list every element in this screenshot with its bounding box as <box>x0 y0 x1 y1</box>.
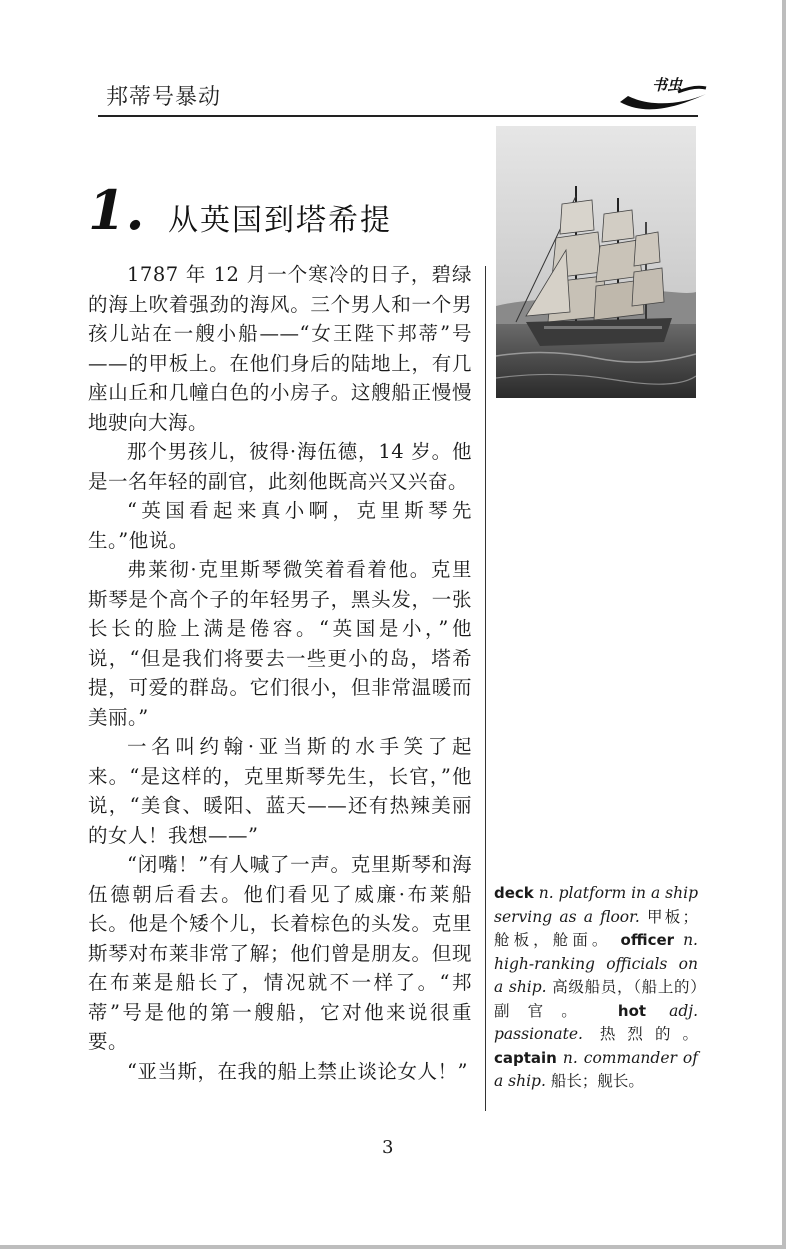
paragraph: 1787 年 12 月一个寒冷的日子，碧绿的海上吹着强劲的海风。三个男人和一个男孩儿站在一艘小船——“女王陛下邦蒂”号——的甲板上。在他们身后的陆地上，有几座山丘和几幢白色的小房子。这艘船正慢慢地驶向大海。 <box>88 263 472 434</box>
running-header-title: 邦蒂号暴动 <box>106 85 222 110</box>
series-logo <box>618 72 708 116</box>
chapter-number: 1. <box>88 178 145 242</box>
paragraph: “亚当斯，在我的船上禁止谈论女人！” <box>127 1059 468 1083</box>
body-text <box>88 260 472 1086</box>
series-logo-text: 书虫 <box>652 76 683 94</box>
glossary-word: officer <box>620 931 675 949</box>
glossary-translation: 甲板；舱板，舱面。 <box>494 907 698 949</box>
glossary-translation: 高级船员，（船上的）副官。 <box>494 978 698 1020</box>
glossary-translation: 热烈的。 <box>599 1025 698 1043</box>
glossary-word: hot <box>617 1001 647 1020</box>
glossary-translation: 船长；舰长。 <box>550 1072 644 1090</box>
glossary-notes <box>494 882 698 1094</box>
paragraph: 一名叫约翰·亚当斯的水手笑了起来。“是这样的，克里斯琴先生，长官，”他说，“美食、暖阳、蓝天——还有热辣美丽的女人！我想——” <box>88 735 472 847</box>
ship-illustration <box>496 126 696 398</box>
glossary-word: captain <box>494 1048 557 1067</box>
paragraph: “闭嘴！”有人喊了一声。克里斯琴和海伍德朝后看去。他们看见了威廉·布莱船长。他是个矮个儿，长着棕色的头发。克里斯琴对布莱非常了解；他们曾是朋友。但现在布莱是船长了，情况就不一样了。“邦蒂”号是他的第一艘船，它对他来说很重要。 <box>88 853 472 1053</box>
chapter-title: 从英国到塔希提 <box>168 203 392 238</box>
glossary-definition: adj. passionate. <box>494 1001 698 1043</box>
glossary-definition: n. high-ranking officials on a ship. <box>494 931 698 996</box>
page-number: 3 <box>382 1137 394 1158</box>
paragraph: 那个男孩儿，彼得·海伍德，14 岁。他是一名年轻的副官，此刻他既高兴又兴奋。 <box>88 440 472 493</box>
header-rule <box>98 115 698 117</box>
glossary-definition: n. platform in a ship serving as a floor. <box>494 884 699 926</box>
paragraph: “英国看起来真小啊，克里斯琴先生。”他说。 <box>88 499 472 552</box>
sailing-ship-photo <box>496 126 696 398</box>
glossary-definition: n. commander of a ship. <box>494 1048 698 1090</box>
glossary-word: deck <box>494 884 534 902</box>
paragraph: 弗莱彻·克里斯琴微笑着看着他。克里斯琴是个高个子的年轻男子，黑头发，一张长长的脸上满是倦容。“英国是小，”他说，“但是我们将要去一些更小的岛，塔希提，可爱的群岛。它们很小，但非常温暖而美丽。” <box>88 558 472 729</box>
column-divider <box>485 266 486 1111</box>
